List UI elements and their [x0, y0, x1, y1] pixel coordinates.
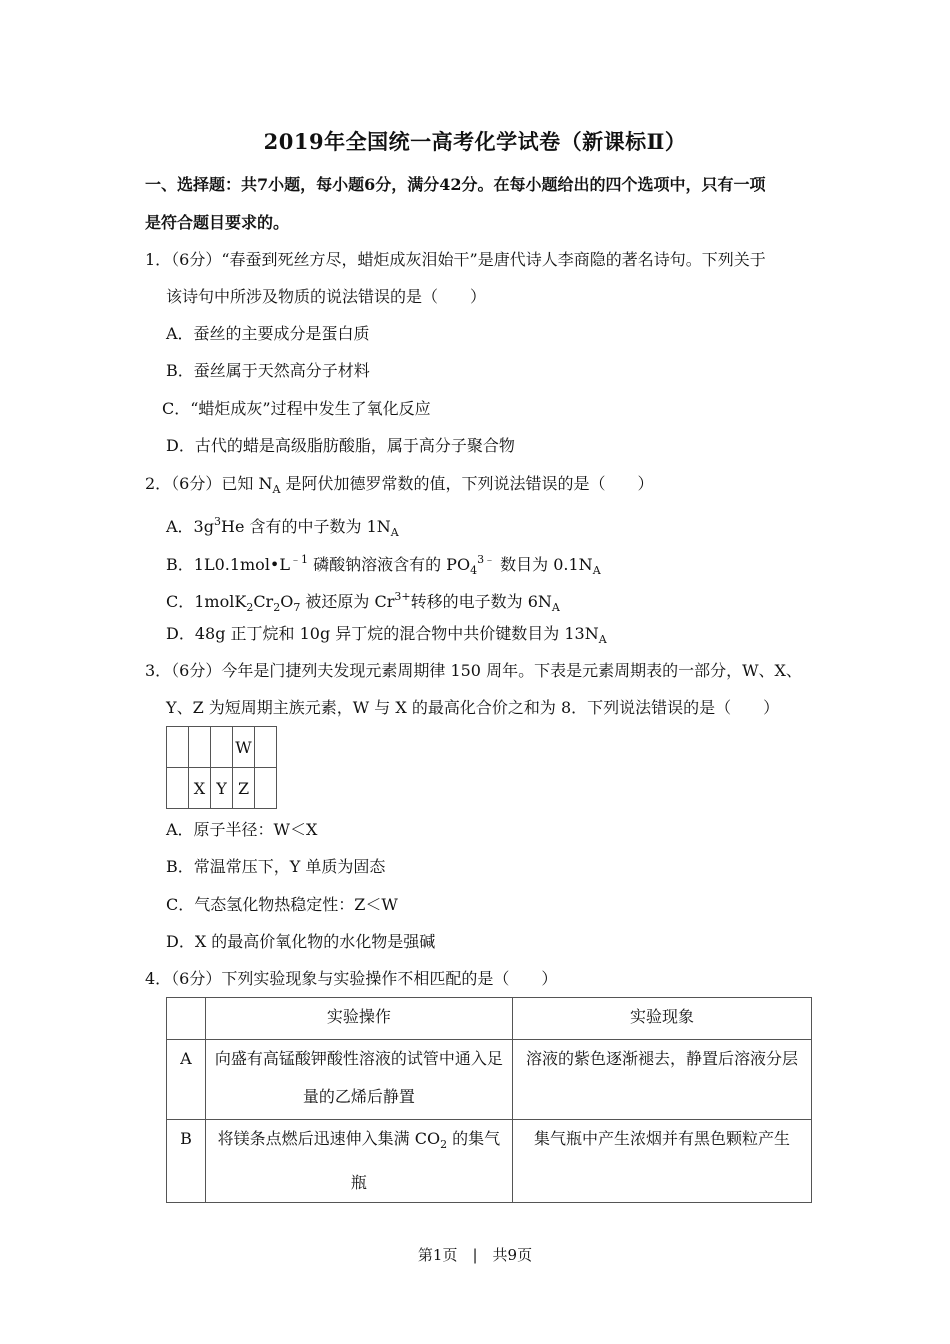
q1-option-b: B．蚕丝属于天然高分子材料: [166, 361, 370, 380]
text: O: [280, 592, 294, 611]
q1-option-a: A．蚕丝的主要成分是蛋白质: [166, 324, 370, 343]
table-header-cell: 实验现象: [512, 998, 811, 1040]
table-cell: W: [233, 727, 255, 768]
text: 的集气: [447, 1129, 501, 1148]
table-cell: [255, 768, 277, 809]
q4-stem: 4．（6分）下列实验现象与实验操作不相匹配的是（ ）: [145, 969, 558, 988]
table-cell: [255, 727, 277, 768]
section-heading-line2: 是符合题目要求的。: [145, 213, 290, 232]
text: 被还原为 Cr: [300, 592, 395, 611]
q2-option-a: [166, 511, 399, 544]
q1-option-d: D．古代的蜡是高级脂肪酸脂，属于高分子聚合物: [166, 436, 515, 455]
superscript: 3﹣: [477, 553, 496, 566]
text: B．1L0.1mol•L: [166, 555, 290, 574]
text: 数目为 0.1N: [495, 555, 593, 574]
table-cell: X: [189, 768, 211, 809]
subscript: 2: [246, 601, 254, 614]
q3-option-a: A．原子半径：W＜X: [166, 820, 318, 839]
phenomenon-cell: 集气瓶中产生浓烟并有黑色颗粒产生: [512, 1120, 811, 1203]
table-row: [167, 1120, 812, 1203]
q2-option-d: [166, 623, 607, 651]
subscript: A: [598, 633, 607, 646]
text: 磷酸钠溶液含有的 PO: [308, 555, 471, 574]
q2-option-b: [166, 549, 601, 582]
q2-stem: [145, 473, 654, 501]
text: 是阿伏加德罗常数的值，下列说法错误的是（ ）: [280, 474, 654, 493]
section-heading-line1: 一、选择题：共7小题，每小题6分，满分42分。在每小题给出的四个选项中，只有一项: [145, 175, 766, 194]
table-cell: Y: [211, 768, 233, 809]
row-label: A: [167, 1040, 206, 1120]
text: C．1molK: [166, 592, 247, 611]
table-header-cell: 实验操作: [205, 998, 512, 1040]
subscript: 2: [440, 1138, 448, 1151]
text: A．3g: [166, 517, 214, 536]
table-row: [167, 1040, 812, 1120]
subscript: A: [390, 526, 399, 539]
table-cell: [211, 727, 233, 768]
superscript: 3: [213, 515, 221, 528]
phenomenon-cell: 溶液的紫色逐渐褪去，静置后溶液分层: [512, 1040, 811, 1120]
subscript: A: [272, 483, 281, 496]
table-header-row: [167, 998, 812, 1040]
table-header-cell: [167, 998, 206, 1040]
table-cell: Z: [233, 768, 255, 809]
q3-option-d: D．X 的最高价氧化物的水化物是强碱: [166, 932, 436, 951]
q3-option-b: B．常温常压下，Y 单质为固态: [166, 857, 386, 876]
experiment-table: [166, 997, 812, 1203]
q1-stem-line1: 1．（6分）“春蚕到死丝方尽，蜡炬成灰泪始干”是唐代诗人李商隐的著名诗句。下列关于: [145, 250, 766, 269]
q1-option-c: C．“蜡炬成灰”过程中发生了氧化反应: [162, 399, 431, 418]
text: 转移的电子数为 6N: [410, 592, 552, 611]
operation-line: [206, 1120, 512, 1164]
subscript: 2: [273, 601, 281, 614]
q2-option-c: [166, 586, 560, 619]
operation-cell: [205, 1120, 512, 1203]
text: He 含有的中子数为 1N: [220, 517, 391, 536]
operation-line: 瓶: [350, 1173, 367, 1192]
text: 将镁条点燃后迅速伸入集满 CO: [217, 1129, 441, 1148]
page-footer: 第1页 | 共9页: [417, 1246, 533, 1264]
operation-line: 量的乙烯后静置: [302, 1087, 415, 1106]
periodic-table-fragment: [166, 726, 277, 809]
q1-stem-line2: 该诗句中所涉及物质的说法错误的是（ ）: [166, 287, 487, 306]
q3-stem-line1: 3．（6分）今年是门捷列夫发现元素周期律 150 周年。下表是元素周期表的一部分，W、X、: [145, 661, 802, 680]
operation-line: 向盛有高锰酸钾酸性溶液的试管中通入足: [214, 1049, 503, 1068]
text: 2．（6分）已知 N: [145, 474, 273, 493]
page-title: 2019年全国统一高考化学试卷（新课标Ⅱ）: [263, 129, 687, 154]
table-cell: [167, 768, 189, 809]
superscript: ﹣1: [290, 553, 308, 566]
table-cell: [189, 727, 211, 768]
table-cell: [167, 727, 189, 768]
text: D．48g 正丁烷和 10g 异丁烷的混合物中共价键数目为 13N: [166, 624, 599, 643]
table-row: [167, 727, 277, 768]
subscript: 7: [293, 601, 301, 614]
subscript: A: [592, 564, 601, 577]
row-label: B: [167, 1120, 206, 1203]
q3-stem-line2: Y、Z 为短周期主族元素，W 与 X 的最高化合价之和为 8．下列说法错误的是（ ）: [166, 698, 780, 717]
operation-cell: [205, 1040, 512, 1120]
q3-option-c: C．气态氢化物热稳定性：Z＜W: [166, 895, 398, 914]
text: Cr: [253, 592, 274, 611]
subscript: 4: [470, 564, 478, 577]
table-row: [167, 768, 277, 809]
subscript: A: [551, 601, 560, 614]
superscript: 3+: [394, 590, 411, 603]
